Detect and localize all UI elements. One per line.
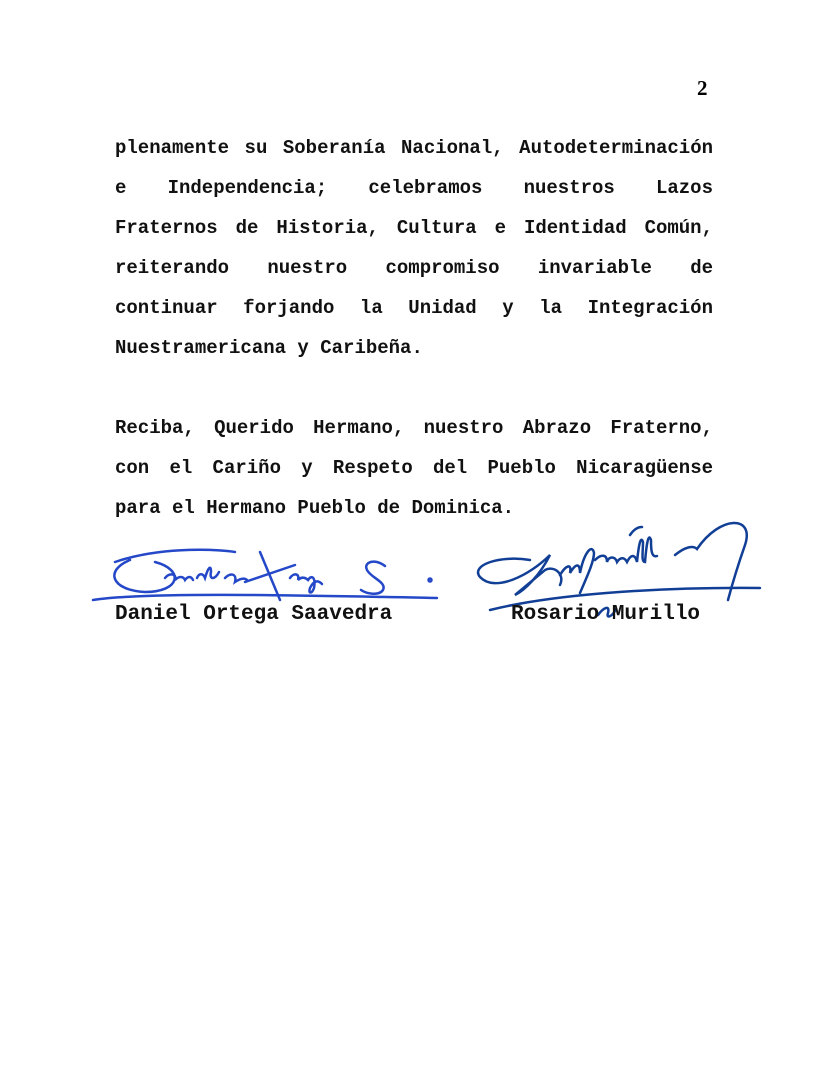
- signature-daniel-ortega: [85, 540, 445, 610]
- page-number: 2: [697, 76, 708, 100]
- text-line: para el Hermano Pueblo de Dominica.: [115, 497, 515, 519]
- signatory-name-rosario-murillo: Rosario Murillo: [511, 603, 701, 626]
- text-line: plenamente su Soberanía Nacional, Autodeterminación: [115, 137, 713, 159]
- text-line: e Independencia; celebramos nuestros Lazos: [115, 177, 713, 199]
- body-paragraph-1: [115, 128, 713, 368]
- body-paragraph-2: [115, 408, 713, 528]
- text-line: Nuestramericana y Caribeña.: [115, 337, 423, 359]
- text-line: continuar forjando la Unidad y la Integración: [115, 297, 713, 319]
- text-line: con el Cariño y Respeto del Pueblo Nicaragüense: [115, 457, 713, 479]
- text-line: Reciba, Querido Hermano, nuestro Abrazo Fraterno,: [115, 417, 713, 439]
- text-line: Fraternos de Historia, Cultura e Identidad Común,: [115, 217, 713, 239]
- text-line: reiterando nuestro compromiso invariable de: [115, 257, 713, 279]
- signatory-name-daniel-ortega: Daniel Ortega Saavedra: [115, 603, 393, 626]
